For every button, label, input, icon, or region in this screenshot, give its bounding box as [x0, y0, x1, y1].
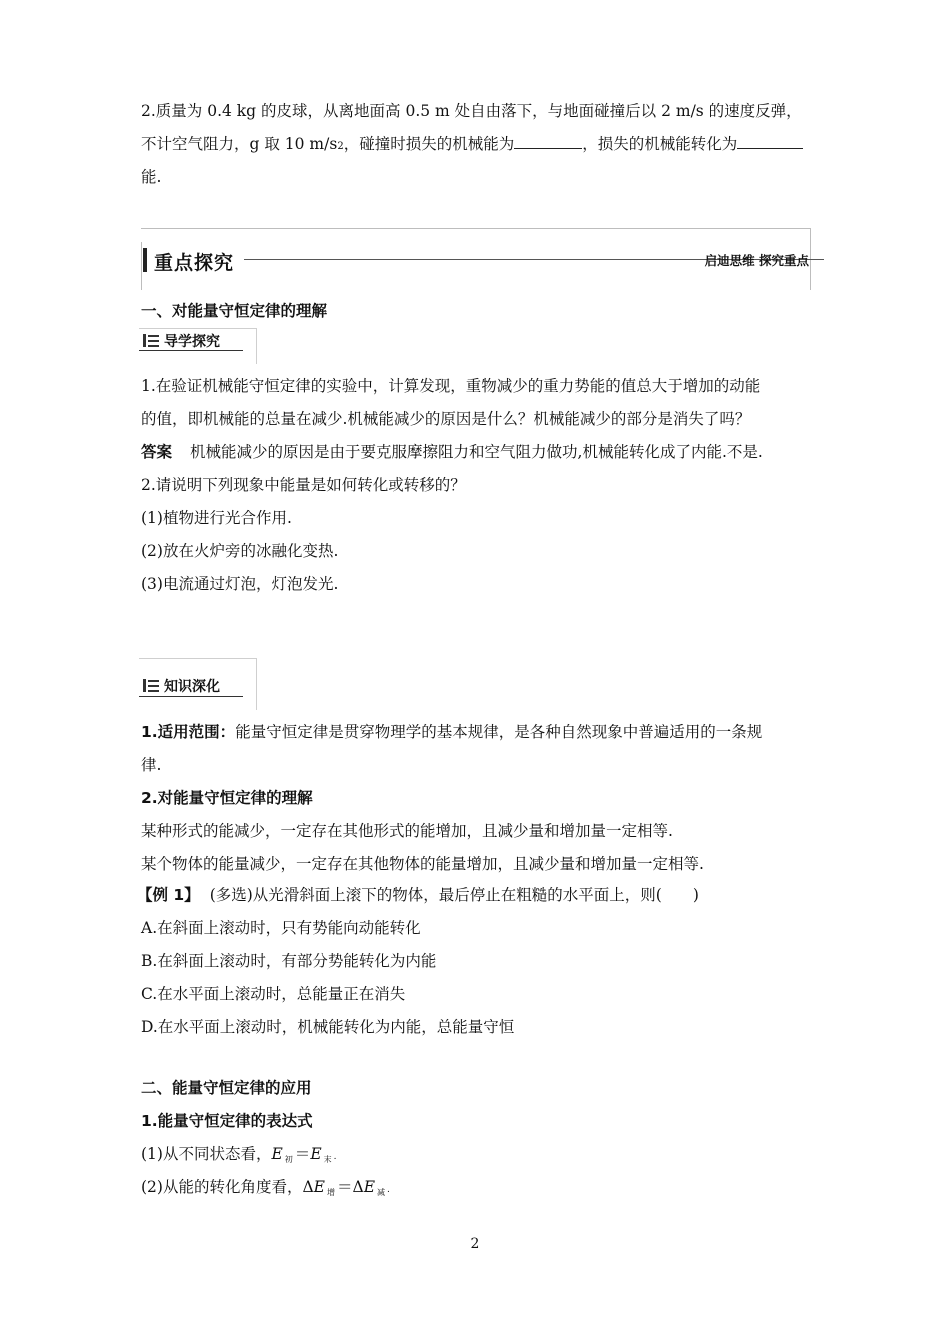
answer-blank-1[interactable] — [514, 134, 582, 149]
expression-2-prefix: (2)从能的转化角度看， — [141, 1178, 303, 1196]
expression-1-end: . — [333, 1152, 337, 1162]
subscript-increase: 增 — [327, 1188, 335, 1197]
deep-box-label: 知识深化 — [164, 679, 220, 695]
expression-2 — [141, 1177, 390, 1203]
question1-line1: 1.在验证机械能守恒定律的实验中，计算发现，重物减少的重力势能的值总大于增加的动能 — [141, 377, 761, 395]
example1-line — [137, 885, 699, 905]
banner-frame-top — [141, 228, 811, 229]
problem2-line2-text-c: ，损失的机械能转化为 — [582, 135, 738, 153]
problem2-line2-text-b: ，碰撞时损失的机械能为 — [343, 135, 515, 153]
deep-box-right-line — [256, 658, 257, 710]
knowledge1-line1 — [141, 722, 762, 742]
banner-title: 重点探究 — [154, 252, 235, 274]
problem2-line2-text: 不计空气阻力，g 取 10 m/s — [141, 135, 338, 153]
knowledge1-label: 1.适用范围： — [141, 723, 236, 741]
page-number: 2 — [470, 1236, 480, 1252]
energy-symbol: E — [310, 1145, 322, 1163]
answer-label: 答案 — [141, 443, 173, 461]
expression-2-end: . — [387, 1185, 390, 1195]
guide-box-right-line — [256, 328, 257, 364]
answer-line — [141, 442, 763, 462]
section2-sub1: 1.能量守恒定律的表达式 — [141, 1112, 313, 1130]
expression-1 — [141, 1144, 337, 1170]
deep-box-top-line — [139, 658, 257, 659]
knowledge2-title: 2.对能量守恒定律的理解 — [141, 789, 313, 807]
question2-item-3: (3)电流通过灯泡，灯泡发光. — [141, 575, 339, 593]
guide-box-underline — [139, 350, 243, 351]
section2-heading: 二、能量守恒定律的应用 — [141, 1079, 312, 1097]
guide-box — [139, 328, 257, 364]
question2-item-2: (2)放在火炉旁的冰融化变热. — [141, 542, 339, 560]
energy-symbol: E — [271, 1145, 283, 1163]
question1-line2: 的值，即机械能的总量在减少.机械能减少的原因是什么？机械能减少的部分是消失了吗？ — [141, 410, 751, 428]
example1-text: (多选)从光滑斜面上滚下的物体，最后停止在粗糙的水平面上，则( ) — [209, 886, 699, 904]
section1-heading: 一、对能量守恒定律的理解 — [141, 302, 328, 320]
subscript-final: 末 — [323, 1155, 332, 1164]
answer-blank-2[interactable] — [737, 134, 803, 149]
question2: 2.请说明下列现象中能量是如何转化或转移的？ — [141, 476, 466, 494]
deep-box-underline — [139, 696, 243, 697]
problem2-superscript: 2 — [337, 141, 344, 152]
banner-bar-icon — [143, 248, 147, 272]
problem2-line1: 2.质量为 0.4 kg 的皮球，从离地面高 0.5 m 处自由落下，与地面碰撞后以 2 m/s 的速度反弹， — [141, 102, 802, 120]
option-a: A.在斜面上滚动时，只有势能向动能转化 — [141, 919, 421, 937]
example1-label: 【例 1】 — [137, 886, 200, 904]
section-banner — [141, 228, 811, 290]
option-c: C.在水平面上滚动时，总能量正在消失 — [141, 985, 406, 1003]
energy-symbol: E — [363, 1178, 376, 1196]
equals-delta: ＝Δ — [337, 1178, 364, 1196]
banner-tagline: 启迪思维 探究重点 — [704, 253, 809, 268]
guide-box-top-line — [139, 328, 257, 329]
problem2-line3: 能. — [141, 168, 162, 186]
question2-item-1: (1)植物进行光合作用. — [141, 509, 292, 527]
expression-1-prefix: (1)从不同状态看， — [141, 1145, 272, 1163]
subscript-initial: 初 — [284, 1155, 293, 1164]
knowledge1-text: 能量守恒定律是贯穿物理学的基本规律，是各种自然现象中普遍适用的一条规 — [235, 723, 763, 741]
answer-text: 机械能减少的原因是由于要克服摩擦阻力和空气阻力做功,机械能转化成了内能.不是. — [190, 443, 763, 461]
problem2-line2 — [141, 134, 803, 157]
equals-sign: ＝ — [294, 1145, 311, 1163]
subscript-decrease: 减 — [377, 1188, 386, 1197]
deep-box — [139, 658, 257, 710]
knowledge2-line2: 某个物体的能量减少，一定存在其他物体的能量增加，且减少量和增加量一定相等. — [141, 855, 704, 873]
list-icon — [143, 679, 159, 692]
energy-symbol: E — [313, 1178, 325, 1196]
knowledge2-line1: 某种形式的能减少，一定存在其他形式的能增加，且减少量和增加量一定相等. — [141, 822, 673, 840]
delta-symbol: Δ — [302, 1178, 314, 1196]
knowledge1-line2: 律. — [141, 756, 162, 774]
option-d: D.在水平面上滚动时，机械能转化为内能，总能量守恒 — [141, 1018, 515, 1036]
banner-frame-left — [141, 242, 142, 290]
guide-box-label: 导学探究 — [164, 334, 220, 350]
option-b: B.在斜面上滚动时，有部分势能转化为内能 — [141, 952, 437, 970]
list-icon — [143, 334, 159, 347]
